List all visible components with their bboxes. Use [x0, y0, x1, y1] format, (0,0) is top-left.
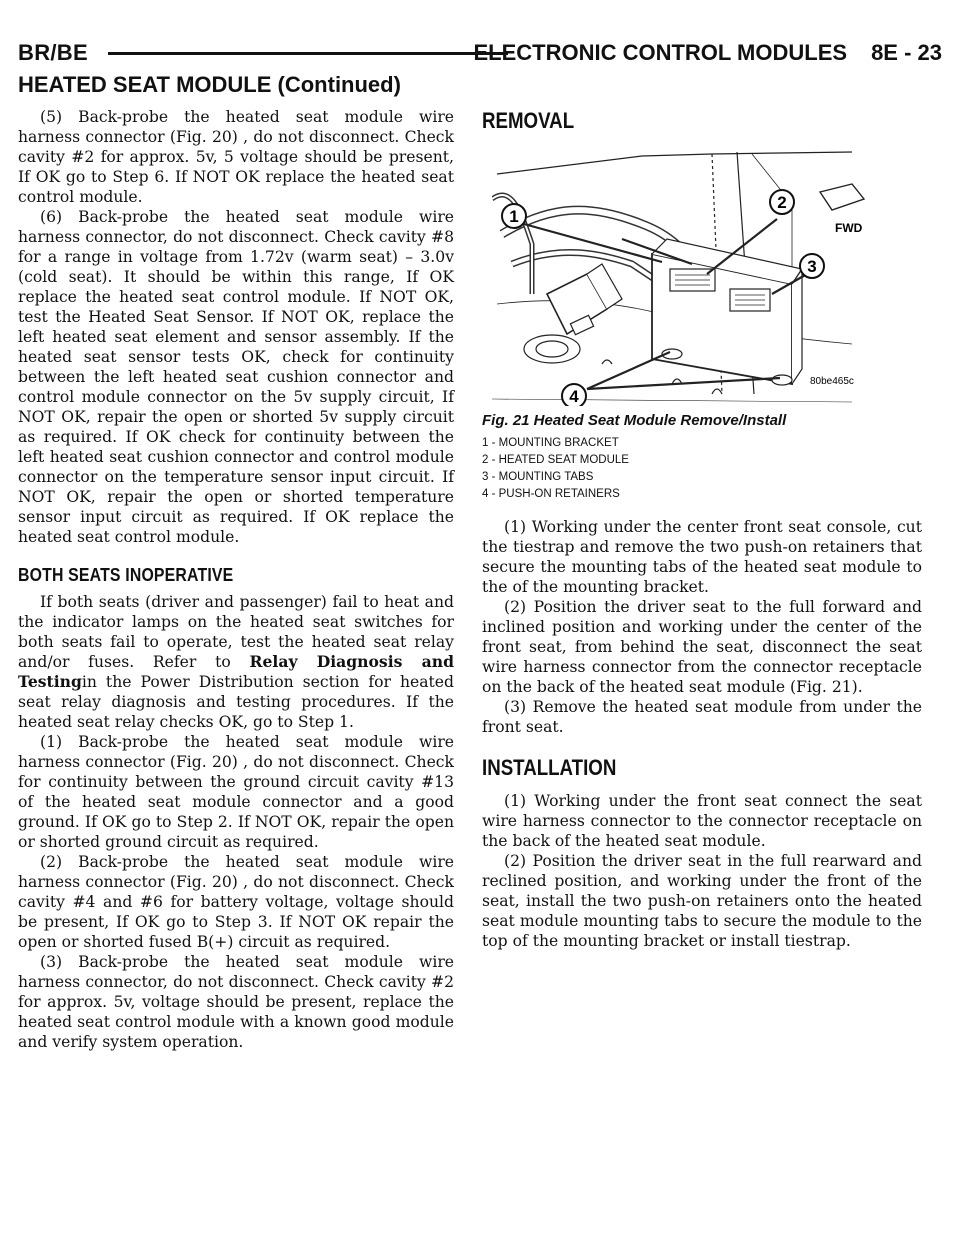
intro-text-b: in the Power Distribution section for heated seat relay diagnosis and testing procedures. If the heated seat relay checks OK, go to Step 1.	[18, 673, 454, 731]
section-title: HEATED SEAT MODULE (Continued)	[18, 72, 401, 97]
header-section-title: ELECTRONIC CONTROL MODULES	[473, 40, 848, 65]
callout-4: 4	[569, 387, 579, 406]
both-seats-heading: BOTH SEATS INOPERATIVE	[18, 565, 234, 585]
removal-heading: REMOVAL	[482, 108, 575, 133]
figure-caption: Fig. 21 Heated Seat Module Remove/Install	[482, 412, 787, 429]
removal-step-1: (1) Working under the center front seat console, cut the tiestrap and remove the two push-on retainers that secure the mounting tabs of the heated seat module to the of the mounting bracket.	[482, 518, 922, 596]
legend-item: 1 - MOUNTING BRACKET	[482, 437, 619, 449]
fwd-arrow-icon	[820, 184, 864, 210]
relay-diagnosis-reference: Relay Diagnosis and Testing	[18, 652, 454, 691]
callout-1: 1	[509, 207, 519, 226]
removal-step-2: (2) Position the driver seat to the full forward and inclined position and working under the center of the front seat, from behind the seat, disconnect the seat wire harness connector from the connector receptacle on the back of the heated seat module (Fig. 21).	[482, 598, 922, 696]
left-column	[18, 107, 454, 1052]
figure-legend	[482, 435, 922, 503]
callout-2: 2	[777, 193, 787, 212]
header-rule	[108, 52, 508, 55]
legend-item: 3 - MOUNTING TABS	[482, 471, 594, 483]
installation-heading: INSTALLATION	[482, 755, 617, 780]
spacer	[482, 503, 922, 517]
both-seats-intro	[18, 592, 454, 732]
header-model: BR/BE	[18, 40, 88, 65]
callout-3: 3	[807, 257, 817, 276]
fwd-label: FWD	[835, 221, 863, 235]
right-column	[482, 108, 922, 951]
legend-item: 4 - PUSH-ON RETAINERS	[482, 488, 620, 500]
removal-step-3: (3) Remove the heated seat module from under the front seat.	[482, 698, 922, 736]
both-step-3: (3) Back-probe the heated seat module wire harness connector, do not disconnect. Check cavity #2 for approx. 5v, voltage should be present, replace the heated seat control module with a known good module and verify system operation.	[18, 953, 454, 1051]
header-section	[473, 40, 942, 66]
figure-code: 80be465c	[810, 376, 854, 387]
page-number: 8E - 23	[871, 40, 942, 65]
figure-21-illustration	[492, 144, 872, 406]
intro-text-a: If both seats (driver and passenger) fail to heat and the indicator lamps on the heated seat switches for both seats fail to operate, test the heated seat relay and/or fuses. Refer to	[18, 593, 454, 671]
module-illustration	[492, 144, 872, 406]
both-step-2: (2) Back-probe the heated seat module wire harness connector (Fig. 20) , do not disconnect. Check cavity #4 and #6 for battery voltage, voltage should be present, If OK go to Step 3. If NOT OK repair the open or shorted fused B(+) circuit as required.	[18, 853, 454, 951]
step-5-paragraph: (5) Back-probe the heated seat module wire harness connector (Fig. 20) , do not disconnect. Check cavity #2 for approx. 5v, 5 voltage should be present, If OK go to Step 6. If NOT OK replace the heated seat control module.	[18, 108, 454, 206]
step-6-paragraph: (6) Back-probe the heated seat module wire harness connector, do not disconnect. Check cavity #8 for a range in voltage from 1.72v (warm seat) – 3.0v (cold seat). It should be within this range, If OK replace the heated seat control module. If NOT OK, test the Heated Seat Sensor. If NOT OK, replace the left heated seat element and sensor assembly. If the heated seat sensor tests OK, check for continuity between the left heated seat cushion connector and control module connector on the 5v supply circuit, If NOT OK, repair the open or shorted 5v supply circuit as required. If OK check for continuity between the left heated seat cushion connector and control module connector on the temperature sensor input circuit. If NOT OK, repair the open or shorted temperature sensor input circuit as required. If OK replace the heated seat control module.	[18, 208, 454, 546]
both-step-1: (1) Back-probe the heated seat module wire harness connector (Fig. 20) , do not disconnect. Check for continuity between the ground circuit cavity #13 of the heated seat module connector and a good ground. If OK go to Step 2. If NOT OK, repair the open or shorted ground circuit as required.	[18, 733, 454, 851]
install-step-2: (2) Position the driver seat in the full rearward and reclined position, and working under the front of the seat, install the two push-on retainers onto the heated seat module mounting tabs to secure the module to the top of the mounting bracket or install tiestrap.	[482, 852, 922, 950]
install-step-1: (1) Working under the front seat connect the seat wire harness connector to the connector receptacle on the back of the heated seat module.	[482, 792, 922, 850]
legend-item: 2 - HEATED SEAT MODULE	[482, 454, 629, 466]
